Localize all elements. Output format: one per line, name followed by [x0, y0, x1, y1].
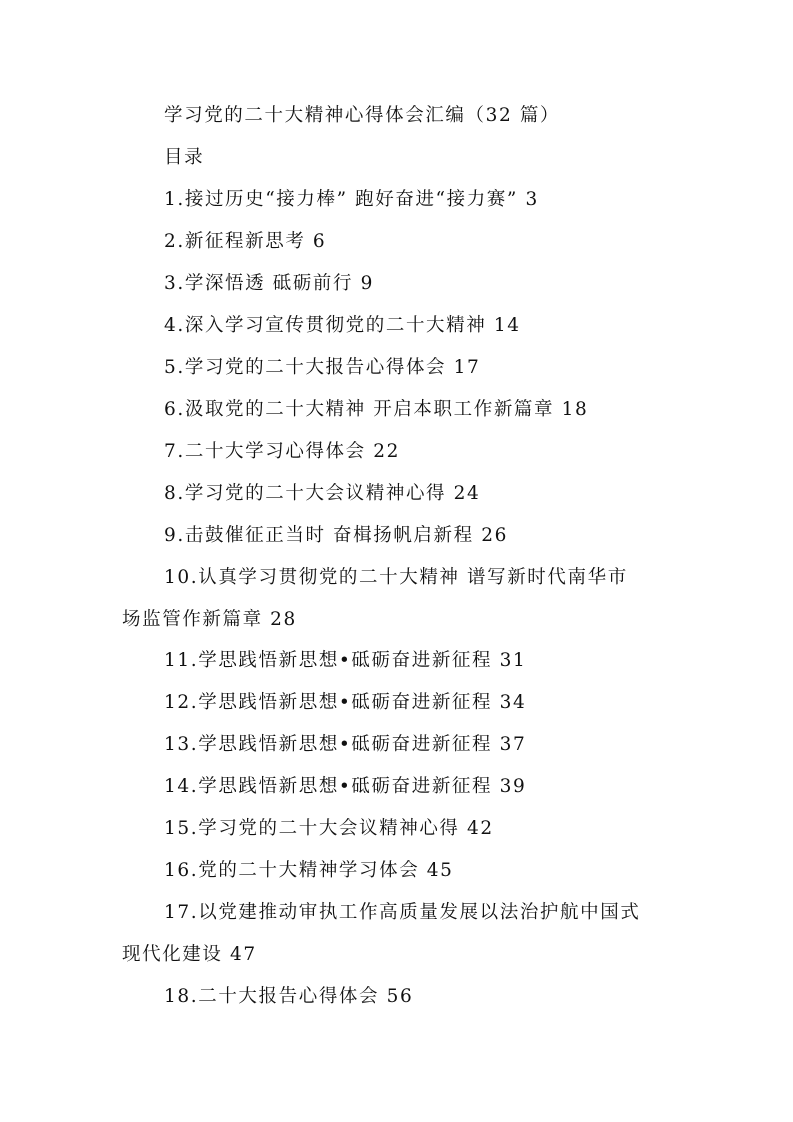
toc-entry: 17.以党建推动审执工作高质量发展以法治护航中国式 — [164, 902, 641, 923]
toc-entry: 4.深入学习宣传贯彻党的二十大精神 14 — [164, 315, 521, 336]
toc-entry: 8.学习党的二十大会议精神心得 24 — [164, 483, 481, 504]
toc-entry: 5.学习党的二十大报告心得体会 17 — [164, 357, 481, 378]
toc-entry: 15.学习党的二十大会议精神心得 42 — [164, 818, 494, 839]
toc-entry: 2.新征程新思考 6 — [164, 231, 327, 252]
toc-entry: 14.学思践悟新思想•砥砺奋进新征程 39 — [164, 776, 527, 797]
toc-entry: 18.二十大报告心得体会 56 — [164, 986, 414, 1007]
toc-entry: 3.学深悟透 砥砺前行 9 — [164, 273, 374, 294]
toc-entry: 9.击鼓催征正当时 奋楫扬帆启新程 26 — [164, 525, 508, 546]
toc-entry: 10.认真学习贯彻党的二十大精神 谱写新时代南华市 — [164, 567, 628, 588]
toc-entry: 16.党的二十大精神学习体会 45 — [164, 860, 454, 881]
document-title: 学习党的二十大精神心得体会汇编（32 篇） — [164, 105, 561, 126]
toc-entry: 12.学思践悟新思想•砥砺奋进新征程 34 — [164, 692, 527, 713]
toc-entry: 7.二十大学习心得体会 22 — [164, 441, 400, 462]
toc-entry-continuation: 场监管作新篇章 28 — [122, 609, 297, 630]
toc-entry-continuation: 现代化建设 47 — [122, 944, 257, 965]
toc-entry: 11.学思践悟新思想•砥砺奋进新征程 31 — [164, 650, 527, 671]
toc-entry: 6.汲取党的二十大精神 开启本职工作新篇章 18 — [164, 399, 589, 420]
toc-entry: 13.学思践悟新思想•砥砺奋进新征程 37 — [164, 734, 527, 755]
toc-heading: 目录 — [164, 147, 205, 168]
toc-entry: 1.接过历史“接力棒” 跑好奋进“接力赛” 3 — [164, 189, 539, 210]
